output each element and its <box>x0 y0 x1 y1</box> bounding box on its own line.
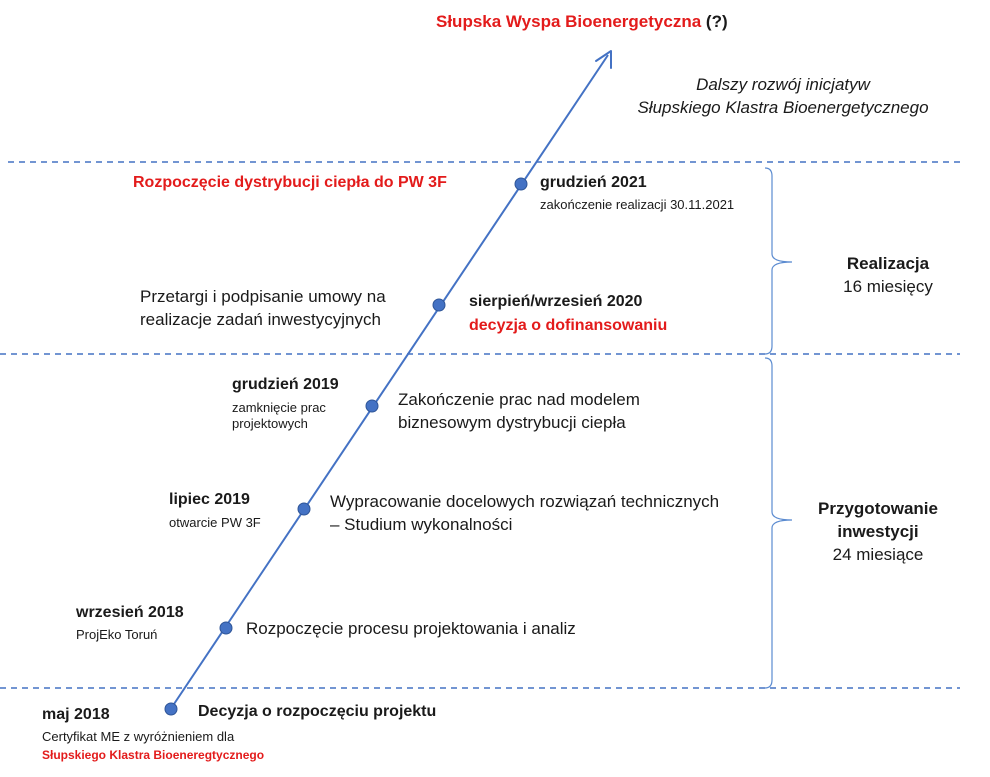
milestone-2018-05-date: maj 2018 <box>42 706 110 723</box>
milestone-2018-09-note: ProjEko Toruń <box>76 627 158 642</box>
future-line-1: Dalszy rozwój inicjatyw <box>696 75 870 94</box>
milestone-2020-08-date: sierpień/wrzesień 2020 <box>469 293 643 310</box>
milestone-2020-08-note: decyzja o dofinansowaniu <box>469 317 668 334</box>
phase-preparation <box>780 497 976 566</box>
milestone-2020-08-desc-line-1: Przetargi i podpisanie umowy na <box>140 287 386 306</box>
milestone-2019-12-description <box>398 388 640 434</box>
future-line-2: Słupskiego Klastra Bioenergetycznego <box>637 98 929 117</box>
milestone-2020-08-description <box>140 285 386 331</box>
milestone-2019-12-desc-line-2: biznesowym dystrybucji ciepła <box>398 413 626 432</box>
milestone-dot-2020-08 <box>433 299 445 311</box>
milestone-2021-12-date: grudzień 2021 <box>540 174 647 191</box>
title-main: Słupska Wyspa Bioenergetyczna <box>436 12 702 31</box>
milestone-dot-2018-05 <box>165 703 177 715</box>
milestone-2019-12-note-line-1: zamknięcie prac <box>232 400 326 415</box>
milestone-2020-08-desc-line-2: realizacje zadań inwestycyjnych <box>140 310 381 329</box>
milestone-2019-07-desc-line-2: – Studium wykonalności <box>330 515 513 534</box>
milestone-dot-2019-12 <box>366 400 378 412</box>
realization-brace <box>765 168 792 354</box>
milestone-2019-12-note-line-2: projektowych <box>232 416 308 431</box>
milestone-2019-12-date: grudzień 2019 <box>232 376 339 393</box>
milestone-dot-2021-12 <box>515 178 527 190</box>
diagram-title <box>436 12 728 32</box>
milestone-2019-07-desc-line-1: Wypracowanie docelowych rozwiązań technicznych <box>330 492 720 511</box>
milestone-2018-05-note-line-2: Słupskiego Klastra Bioeneregtycznego <box>42 748 265 762</box>
milestone-2019-07-date: lipiec 2019 <box>169 491 250 508</box>
milestone-2019-12-desc-line-1: Zakończenie prac nad modelem <box>398 390 640 409</box>
phase-realization-duration: 16 miesięcy <box>843 277 933 296</box>
milestone-dot-2018-09 <box>220 622 232 634</box>
milestone-2018-09-description: Rozpoczęcie procesu projektowania i analiz <box>246 619 576 638</box>
milestone-2018-05-note: Certyfikat ME z wyróżnieniem dla <box>42 729 235 744</box>
milestone-2018-09-date: wrzesień 2018 <box>76 604 184 621</box>
phase-realization-name: Realizacja <box>846 254 930 273</box>
phase-preparation-name-line-2: inwestycji <box>837 522 919 541</box>
milestone-2021-12-note: zakończenie realizacji 30.11.2021 <box>540 197 735 212</box>
milestone-2019-07-note: otwarcie PW 3F <box>169 515 261 530</box>
milestone-dot-2019-07 <box>298 503 310 515</box>
milestone-2019-07-description <box>330 490 719 536</box>
timeline-arrow-head <box>596 51 611 68</box>
milestone-2019-12-note <box>232 400 326 432</box>
milestone-2021-12-description: Rozpoczęcie dystrybucji ciepła do PW 3F <box>133 174 447 191</box>
phase-realization <box>790 252 986 298</box>
phase-preparation-name-line-1: Przygotowanie <box>818 499 938 518</box>
milestone-2018-05-description: Decyzja o rozpoczęciu projektu <box>198 703 437 720</box>
phase-preparation-duration: 24 miesiące <box>832 545 924 564</box>
title-suffix: (?) <box>705 12 728 31</box>
future-development-note <box>606 73 960 119</box>
